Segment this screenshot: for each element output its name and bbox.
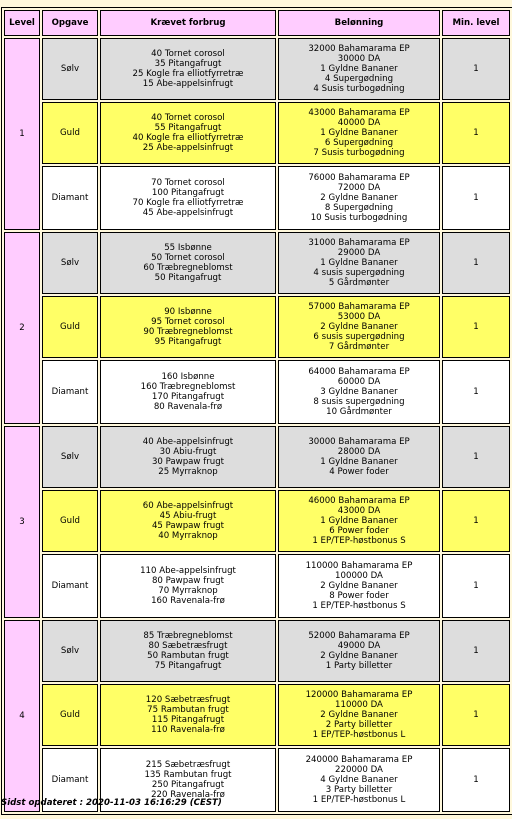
reward-item: 2 Gyldne Bananer bbox=[320, 322, 398, 332]
required-item: 70 Myrraknop bbox=[158, 586, 218, 596]
reward-cell bbox=[278, 426, 440, 488]
reward-cell bbox=[278, 296, 440, 358]
reward-item: 6 Power foder bbox=[329, 526, 389, 536]
required-item: 25 Myrraknop bbox=[158, 467, 218, 477]
reward-item: 8 Supergødning bbox=[324, 203, 394, 213]
required-item: 120 Sæbetræsfrugt bbox=[145, 695, 231, 705]
reward-item: 72000 DA bbox=[337, 183, 381, 193]
level-cell: 4 bbox=[4, 620, 40, 812]
quest-table bbox=[1, 7, 512, 815]
header-min-level: Min. level bbox=[442, 10, 510, 36]
reward-cell bbox=[278, 232, 440, 294]
required-item: 80 Pawpaw frugt bbox=[151, 576, 225, 586]
min-level-cell: 1 bbox=[442, 684, 510, 746]
reward-item: 4 susis supergødning bbox=[313, 268, 405, 278]
required-cell bbox=[100, 490, 276, 552]
reward-item: 110000 Bahamarama EP bbox=[305, 561, 413, 571]
reward-item: 30000 Bahamarama EP bbox=[308, 437, 410, 447]
required-cell bbox=[100, 426, 276, 488]
reward-item: 6 Supergødning bbox=[324, 138, 394, 148]
reward-cell bbox=[278, 620, 440, 682]
required-item: 160 Træbregneblomst bbox=[140, 382, 236, 392]
task-cell: Guld bbox=[42, 490, 98, 552]
reward-item: 57000 Bahamarama EP bbox=[308, 302, 410, 312]
table-row bbox=[4, 360, 510, 424]
required-item: 25 Kogle fra elliotfyrretræ bbox=[132, 69, 244, 79]
required-item: 50 Pitangafrugt bbox=[154, 273, 222, 283]
reward-item: 60000 DA bbox=[337, 377, 381, 387]
reward-cell bbox=[278, 490, 440, 552]
reward-item: 64000 Bahamarama EP bbox=[308, 367, 410, 377]
reward-cell bbox=[278, 166, 440, 230]
reward-item: 76000 Bahamarama EP bbox=[308, 173, 410, 183]
task-cell: Sølv bbox=[42, 38, 98, 100]
required-item: 25 Abe-appelsinfrugt bbox=[142, 143, 234, 153]
reward-item: 2 Party billetter bbox=[325, 720, 393, 730]
required-item: 135 Rambutan frugt bbox=[144, 770, 232, 780]
level-cell: 2 bbox=[4, 232, 40, 424]
min-level-cell: 1 bbox=[442, 102, 510, 164]
required-item: 110 Ravenala-frø bbox=[151, 725, 225, 735]
reward-item: 1 Gyldne Bananer bbox=[320, 516, 398, 526]
task-cell: Sølv bbox=[42, 232, 98, 294]
task-cell: Sølv bbox=[42, 426, 98, 488]
required-cell bbox=[100, 554, 276, 618]
task-cell: Diamant bbox=[42, 554, 98, 618]
required-item: 15 Abe-appelsinfrugt bbox=[142, 79, 234, 89]
reward-item: 2 Gyldne Bananer bbox=[320, 193, 398, 203]
required-item: 70 Tornet corosol bbox=[151, 178, 225, 188]
required-item: 170 Pitangafrugt bbox=[151, 392, 225, 402]
reward-item: 4 Supergødning bbox=[324, 74, 394, 84]
reward-item: 1 EP/TEP-høstbonus S bbox=[312, 536, 406, 546]
task-cell: Diamant bbox=[42, 360, 98, 424]
reward-item: 100000 DA bbox=[335, 571, 383, 581]
required-item: 45 Abiu-frugt bbox=[159, 511, 217, 521]
level-cell: 1 bbox=[4, 38, 40, 230]
reward-cell bbox=[278, 360, 440, 424]
table-row bbox=[4, 620, 510, 682]
table-row bbox=[4, 296, 510, 358]
reward-item: 120000 Bahamarama EP bbox=[305, 690, 413, 700]
required-cell bbox=[100, 684, 276, 746]
reward-item: 2 Gyldne Bananer bbox=[320, 710, 398, 720]
last-updated: Sidst opdateret : 2020-11-03 16:16:29 (CEST) bbox=[1, 798, 222, 808]
table-row bbox=[4, 102, 510, 164]
required-item: 40 Tornet corosol bbox=[151, 113, 225, 123]
header-required: Krævet forbrug bbox=[100, 10, 276, 36]
reward-item: 1 EP/TEP-høstbonus L bbox=[312, 795, 406, 805]
reward-item: 43000 Bahamarama EP bbox=[308, 108, 410, 118]
table-row bbox=[4, 166, 510, 230]
required-item: 220 Ravenala-frø bbox=[151, 790, 225, 800]
reward-item: 8 Power foder bbox=[329, 591, 389, 601]
required-item: 30 Abiu-frugt bbox=[159, 447, 217, 457]
reward-item: 40000 DA bbox=[337, 118, 381, 128]
reward-item: 240000 Bahamarama EP bbox=[305, 755, 413, 765]
reward-item: 2 Gyldne Bananer bbox=[320, 581, 398, 591]
required-item: 160 Isbønne bbox=[161, 372, 215, 382]
table-body bbox=[4, 38, 510, 812]
reward-item: 49000 DA bbox=[337, 641, 381, 651]
reward-cell bbox=[278, 748, 440, 812]
required-item: 40 Myrraknop bbox=[158, 531, 218, 541]
required-cell bbox=[100, 360, 276, 424]
reward-item: 4 Susis turbogødning bbox=[313, 84, 405, 94]
reward-item: 32000 Bahamarama EP bbox=[308, 44, 410, 54]
reward-item: 29000 DA bbox=[337, 248, 381, 258]
min-level-cell: 1 bbox=[442, 232, 510, 294]
reward-item: 10 Gårdmønter bbox=[326, 407, 392, 417]
min-level-cell: 1 bbox=[442, 360, 510, 424]
reward-cell bbox=[278, 554, 440, 618]
required-item: 40 Abe-appelsinfrugt bbox=[142, 437, 234, 447]
reward-item: 46000 Bahamarama EP bbox=[308, 496, 410, 506]
reward-item: 1 Gyldne Bananer bbox=[320, 457, 398, 467]
required-item: 40 Kogle fra elliotfyrretræ bbox=[132, 133, 244, 143]
table-row bbox=[4, 554, 510, 618]
task-cell: Diamant bbox=[42, 748, 98, 812]
required-cell bbox=[100, 38, 276, 100]
reward-item: 4 Gyldne Bananer bbox=[320, 775, 398, 785]
reward-item: 10 Susis turbogødning bbox=[310, 213, 408, 223]
required-item: 115 Pitangafrugt bbox=[151, 715, 225, 725]
reward-item: 52000 Bahamarama EP bbox=[308, 631, 410, 641]
required-cell bbox=[100, 232, 276, 294]
reward-item: 53000 DA bbox=[337, 312, 381, 322]
reward-item: 220000 DA bbox=[335, 765, 383, 775]
reward-item: 1 Gyldne Bananer bbox=[320, 128, 398, 138]
required-item: 60 Træbregneblomst bbox=[143, 263, 233, 273]
required-item: 75 Pitangafrugt bbox=[154, 661, 222, 671]
required-item: 80 Ravenala-frø bbox=[153, 402, 223, 412]
min-level-cell: 1 bbox=[442, 296, 510, 358]
table-row bbox=[4, 232, 510, 294]
table-row bbox=[4, 684, 510, 746]
required-cell bbox=[100, 102, 276, 164]
header-row bbox=[4, 10, 510, 36]
min-level-cell: 1 bbox=[442, 620, 510, 682]
table-row bbox=[4, 426, 510, 488]
min-level-cell: 1 bbox=[442, 748, 510, 812]
header-reward: Belønning bbox=[278, 10, 440, 36]
reward-item: 2 Gyldne Bananer bbox=[320, 651, 398, 661]
reward-item: 8 susis supergødning bbox=[313, 397, 405, 407]
reward-item: 1 EP/TEP-høstbonus S bbox=[312, 601, 406, 611]
reward-item: 1 EP/TEP-høstbonus L bbox=[312, 730, 406, 740]
required-item: 30 Pawpaw frugt bbox=[151, 457, 225, 467]
task-cell: Guld bbox=[42, 296, 98, 358]
required-item: 85 Træbregneblomst bbox=[143, 631, 233, 641]
required-cell bbox=[100, 166, 276, 230]
required-item: 55 Isbønne bbox=[164, 243, 212, 253]
required-item: 100 Pitangafrugt bbox=[151, 188, 225, 198]
required-item: 95 Pitangafrugt bbox=[154, 337, 222, 347]
task-cell: Diamant bbox=[42, 166, 98, 230]
required-item: 80 Sæbetræsfrugt bbox=[148, 641, 228, 651]
min-level-cell: 1 bbox=[442, 166, 510, 230]
table-row bbox=[4, 38, 510, 100]
required-item: 215 Sæbetræsfrugt bbox=[145, 760, 231, 770]
reward-item: 3 Party billetter bbox=[325, 785, 393, 795]
reward-cell bbox=[278, 38, 440, 100]
reward-item: 5 Gårdmønter bbox=[328, 278, 390, 288]
reward-item: 1 Gyldne Bananer bbox=[320, 64, 398, 74]
required-item: 50 Tornet corosol bbox=[151, 253, 225, 263]
required-item: 70 Kogle fra elliotfyrretræ bbox=[132, 198, 244, 208]
required-item: 35 Pitangafrugt bbox=[154, 59, 222, 69]
reward-item: 3 Gyldne Bananer bbox=[320, 387, 398, 397]
required-item: 60 Abe-appelsinfrugt bbox=[142, 501, 234, 511]
reward-item: 1 Party billetter bbox=[325, 661, 393, 671]
reward-item: 110000 DA bbox=[335, 700, 383, 710]
table-row bbox=[4, 490, 510, 552]
min-level-cell: 1 bbox=[442, 490, 510, 552]
reward-item: 7 Susis turbogødning bbox=[313, 148, 405, 158]
min-level-cell: 1 bbox=[442, 426, 510, 488]
reward-cell bbox=[278, 102, 440, 164]
task-cell: Guld bbox=[42, 684, 98, 746]
header-task: Opgave bbox=[42, 10, 98, 36]
required-item: 55 Pitangafrugt bbox=[154, 123, 222, 133]
required-cell bbox=[100, 620, 276, 682]
required-item: 90 Isbønne bbox=[164, 307, 212, 317]
required-item: 250 Pitangafrugt bbox=[151, 780, 225, 790]
required-item: 50 Rambutan frugt bbox=[147, 651, 229, 661]
required-item: 75 Rambutan frugt bbox=[147, 705, 229, 715]
reward-item: 4 Power foder bbox=[329, 467, 389, 477]
header-level: Level bbox=[4, 10, 40, 36]
reward-cell bbox=[278, 684, 440, 746]
required-item: 110 Abe-appelsinfrugt bbox=[140, 566, 236, 576]
reward-item: 1 Gyldne Bananer bbox=[320, 258, 398, 268]
task-cell: Sølv bbox=[42, 620, 98, 682]
required-item: 45 Pawpaw frugt bbox=[151, 521, 225, 531]
reward-item: 28000 DA bbox=[337, 447, 381, 457]
min-level-cell: 1 bbox=[442, 38, 510, 100]
required-item: 95 Tornet corosol bbox=[151, 317, 225, 327]
reward-item: 30000 DA bbox=[337, 54, 381, 64]
level-cell: 3 bbox=[4, 426, 40, 618]
required-item: 160 Ravenala-frø bbox=[151, 596, 225, 606]
min-level-cell: 1 bbox=[442, 554, 510, 618]
reward-item: 7 Gårdmønter bbox=[328, 342, 390, 352]
reward-item: 6 susis supergødning bbox=[313, 332, 405, 342]
required-item: 45 Abe-appelsinfrugt bbox=[142, 208, 234, 218]
required-item: 40 Tornet corosol bbox=[151, 49, 225, 59]
required-cell bbox=[100, 296, 276, 358]
reward-item: 43000 DA bbox=[337, 506, 381, 516]
task-cell: Guld bbox=[42, 102, 98, 164]
required-item: 90 Træbregneblomst bbox=[143, 327, 233, 337]
reward-item: 31000 Bahamarama EP bbox=[308, 238, 410, 248]
